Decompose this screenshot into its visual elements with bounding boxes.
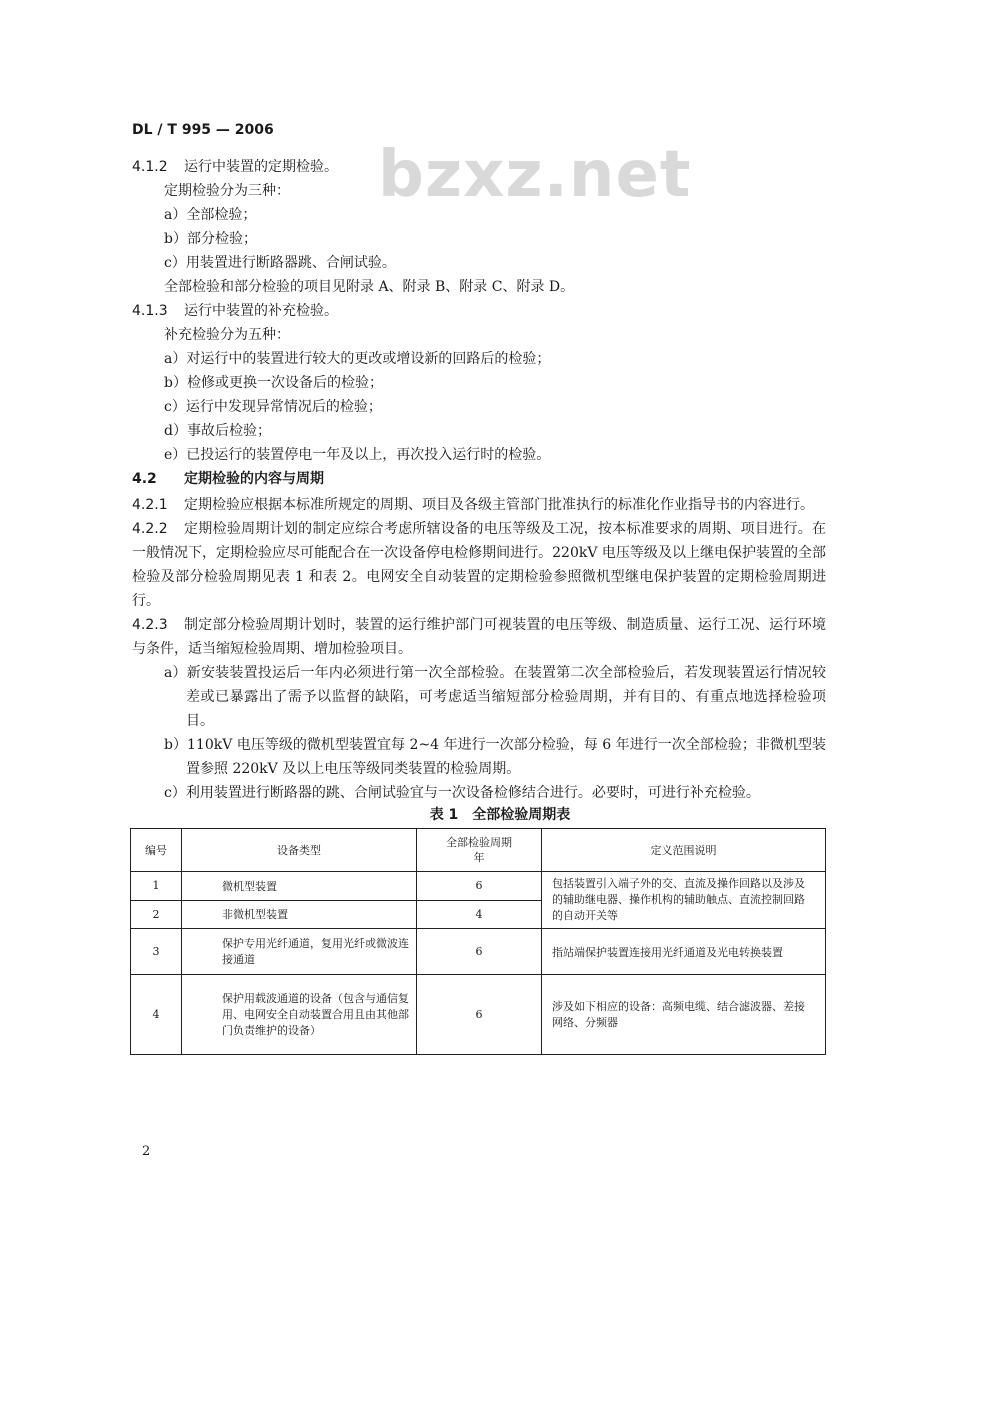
section-4-1-2-title: 运行中装置的定期检验。	[184, 159, 338, 175]
table-header-cell: 设备类型	[182, 829, 417, 872]
section-4-1-2-note: 全部检验和部分检验的项目见附录 A、附录 B、附录 C、附录 D。	[164, 279, 575, 295]
table-cell: 4	[417, 900, 542, 929]
table-cell: 指站端保护装置连接用光纤通道及光电转换装置	[542, 929, 826, 975]
table-cell: 包括装置引入端子外的交、直流及操作回路以及涉及的辅助继电器、操作机构的辅助触点、直流控制回路的自动开关等	[542, 872, 826, 929]
table-row	[131, 872, 826, 901]
table-cell: 微机型装置	[182, 872, 417, 901]
table-cell: 4	[131, 975, 182, 1055]
list-item: b）110kV 电压等级的微机型装置宜每 2~4 年进行一次部分检验，每 6 年进行一次全部检验；非微机型装置参照 220kV 及以上电压等级同类装置的检验周期。	[164, 737, 826, 777]
table-cell: 涉及如下相应的设备：高频电缆、结合滤波器、差接网络、分频器	[542, 975, 826, 1055]
table-cell: 1	[131, 872, 182, 901]
table-cell: 保护专用光纤通道，复用光纤或微波连接通道	[182, 929, 417, 975]
page-number: 2	[142, 1144, 151, 1159]
section-4-2-1-text: 定期检验应根据本标准所规定的周期、项目及各级主管部门批准执行的标准化作业指导书的内容进行。	[184, 497, 814, 513]
section-4-2-title: 定期检验的内容与周期	[184, 471, 324, 487]
section-4-2-2-number: 4.2.2	[132, 521, 168, 537]
list-item: b）部分检验；	[164, 231, 257, 247]
table-cell: 6	[417, 872, 542, 901]
list-item: a）对运行中的装置进行较大的更改或增设新的回路后的检验；	[164, 351, 551, 367]
document-code: DL / T 995 — 2006	[132, 122, 274, 138]
section-4-1-3-intro: 补充检验分为五种：	[164, 327, 290, 343]
table-cell: 保护用载波通道的设备（包含与通信复用、电网安全自动装置合用且由其他部门负责维护的设备）	[182, 975, 417, 1055]
table-header-cell: 全部检验周期 年	[417, 829, 542, 872]
table-header-row	[131, 829, 826, 872]
section-4-2-3-text: 制定部分检验周期计划时，装置的运行维护部门可视装置的电压等级、制造质量、运行工况、运行环境与条件，适当缩短检验周期、增加检验项目。	[132, 617, 826, 657]
list-item: b）检修或更换一次设备后的检验；	[164, 375, 383, 391]
section-4-2-1-number: 4.2.1	[132, 497, 168, 513]
section-4-2-3-number: 4.2.3	[132, 617, 168, 633]
table-cell: 2	[131, 900, 182, 929]
section-4-2-number: 4.2	[132, 471, 157, 487]
list-item: a）新安装装置投运后一年内必须进行第一次全部检验。在装置第二次全部检验后，若发现装置运行情况较差或已暴露出了需予以监督的缺陷，可考虑适当缩短部分检验周期，并有目的、有重点地选择检验项目。	[164, 665, 826, 729]
list-item: d）事故后检验；	[164, 423, 271, 439]
section-4-2-2-text: 定期检验周期计划的制定应综合考虑所辖设备的电压等级及工况，按本标准要求的周期、项目进行。在一般情况下，定期检验应尽可能配合在一次设备停电检修期间进行。220kV 电压等级及以上继电保护装置的全部检验及部分检验周期见表 1 和表 2。电网安全自动装置的定期检验参照微机型继电保护装置的定期检验周期进行。	[132, 521, 826, 609]
list-item: a）全部检验；	[164, 207, 257, 223]
table-cell: 非微机型装置	[182, 900, 417, 929]
table-cell: 3	[131, 929, 182, 975]
table-header-cell: 编号	[131, 829, 182, 872]
section-4-1-2-number: 4.1.2	[132, 159, 168, 175]
table-cell: 6	[417, 975, 542, 1055]
section-4-1-2-intro: 定期检验分为三种：	[164, 183, 290, 199]
section-4-1-3-number: 4.1.3	[132, 303, 168, 319]
table-caption: 表 1 全部检验周期表	[429, 807, 571, 823]
table-cell: 6	[417, 929, 542, 975]
inspection-cycle-table	[130, 828, 826, 1055]
table-row	[131, 975, 826, 1055]
list-item: c）运行中发现异常情况后的检验；	[164, 399, 382, 415]
table-header-cell: 定义范围说明	[542, 829, 826, 872]
list-item: c）用装置进行断路器跳、合闸试验。	[164, 255, 396, 271]
watermark: bzxz.net	[378, 138, 692, 212]
list-item: e）已投运行的装置停电一年及以上，再次投入运行时的检验。	[164, 447, 551, 463]
section-4-1-3-title: 运行中装置的补充检验。	[184, 303, 338, 319]
list-item: c）利用装置进行断路器的跳、合闸试验宜与一次设备检修结合进行。必要时，可进行补充检验。	[164, 785, 760, 801]
table-row	[131, 929, 826, 975]
